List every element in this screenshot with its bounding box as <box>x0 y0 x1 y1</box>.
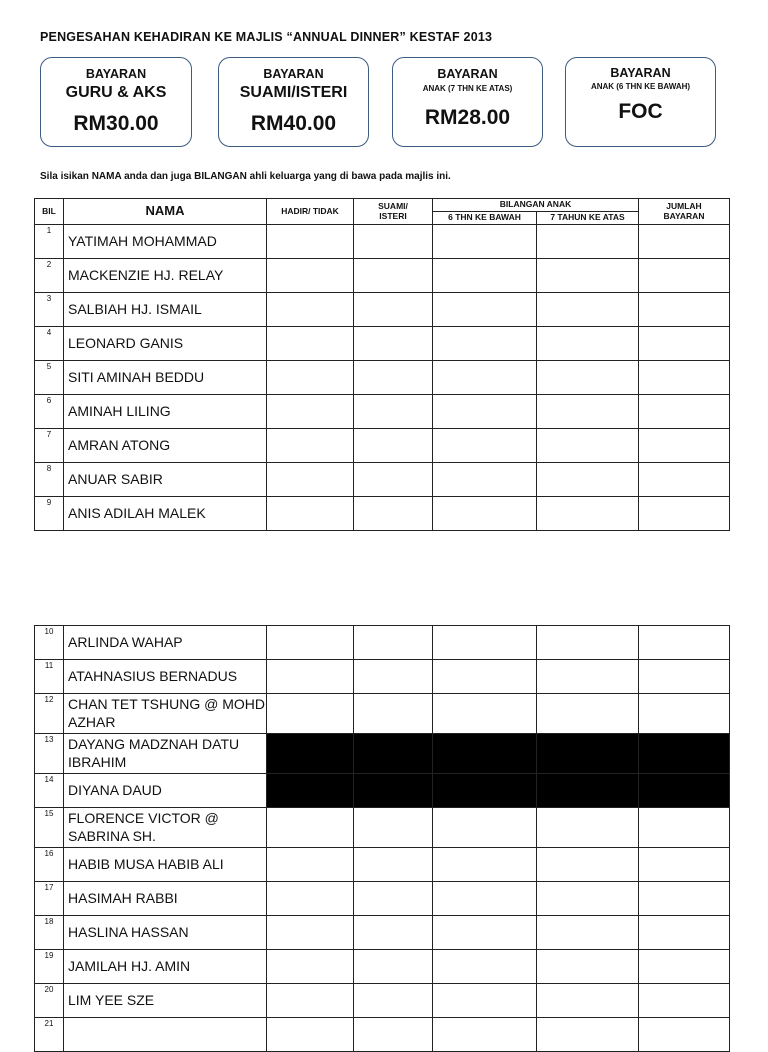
table-row <box>35 626 730 660</box>
jumlah-cell[interactable] <box>639 660 730 694</box>
row-name: CHAN TET TSHUNG @ MOHD AZHAR <box>64 694 267 734</box>
fee-box-category: ANAK (6 THN KE BAWAH) <box>590 82 691 91</box>
hadir-cell[interactable] <box>267 463 354 497</box>
table-row <box>35 395 730 429</box>
anak-atas-cell[interactable] <box>537 293 639 327</box>
anak-bawah-cell[interactable] <box>433 497 537 531</box>
row-name <box>64 1018 267 1052</box>
row-number: 12 <box>35 694 64 734</box>
table-row <box>35 429 730 463</box>
anak-atas-cell[interactable] <box>537 808 639 848</box>
jumlah-cell[interactable] <box>639 225 730 259</box>
table-row <box>35 916 730 950</box>
jumlah-cell[interactable] <box>639 774 730 808</box>
row-name: ARLINDA WAHAP <box>64 626 267 660</box>
table-row <box>35 694 730 734</box>
row-number: 8 <box>35 463 64 497</box>
anak-atas-cell[interactable] <box>537 734 639 774</box>
row-number: 10 <box>35 626 64 660</box>
anak-atas-cell[interactable] <box>537 774 639 808</box>
anak-atas-cell[interactable] <box>537 497 639 531</box>
suami-isteri-cell[interactable] <box>354 774 433 808</box>
anak-bawah-cell[interactable] <box>433 694 537 734</box>
fee-box-category: ANAK (7 THN KE ATAS) <box>422 84 513 93</box>
attendance-table-2 <box>34 625 730 1052</box>
header-anak-atas: 7 TAHUN KE ATAS <box>537 212 639 225</box>
hadir-cell[interactable] <box>267 259 354 293</box>
fee-box-label: BAYARAN <box>437 67 498 81</box>
hadir-cell[interactable] <box>267 429 354 463</box>
suami-isteri-cell[interactable] <box>354 694 433 734</box>
suami-isteri-cell[interactable] <box>354 361 433 395</box>
row-number: 2 <box>35 259 64 293</box>
jumlah-cell[interactable] <box>639 497 730 531</box>
anak-bawah-cell[interactable] <box>433 848 537 882</box>
anak-atas-cell[interactable] <box>537 327 639 361</box>
hadir-cell[interactable] <box>267 774 354 808</box>
header-suami-isteri: SUAMI/ ISTERI <box>354 199 433 225</box>
table-row <box>35 660 730 694</box>
fee-box-category: GURU & AKS <box>65 84 167 101</box>
table-row <box>35 497 730 531</box>
table-row <box>35 361 730 395</box>
anak-bawah-cell[interactable] <box>433 808 537 848</box>
header-nama: NAMA <box>64 199 267 225</box>
hadir-cell[interactable] <box>267 882 354 916</box>
fee-box-amount: FOC <box>618 100 663 124</box>
suami-isteri-cell[interactable] <box>354 660 433 694</box>
suami-isteri-cell[interactable] <box>354 1018 433 1052</box>
hadir-cell[interactable] <box>267 916 354 950</box>
hadir-cell[interactable] <box>267 848 354 882</box>
anak-bawah-cell[interactable] <box>433 327 537 361</box>
table-row <box>35 1018 730 1052</box>
table-row <box>35 463 730 497</box>
row-number: 16 <box>35 848 64 882</box>
suami-isteri-cell[interactable] <box>354 497 433 531</box>
row-number: 15 <box>35 808 64 848</box>
suami-isteri-cell[interactable] <box>354 225 433 259</box>
row-number: 6 <box>35 395 64 429</box>
anak-atas-cell[interactable] <box>537 694 639 734</box>
row-number: 5 <box>35 361 64 395</box>
jumlah-cell[interactable] <box>639 259 730 293</box>
jumlah-cell[interactable] <box>639 984 730 1018</box>
table-row <box>35 259 730 293</box>
anak-atas-cell[interactable] <box>537 259 639 293</box>
fee-box-anak-bawah <box>565 57 716 147</box>
anak-atas-cell[interactable] <box>537 916 639 950</box>
suami-isteri-cell[interactable] <box>354 259 433 293</box>
anak-atas-cell[interactable] <box>537 429 639 463</box>
table-row <box>35 950 730 984</box>
anak-atas-cell[interactable] <box>537 395 639 429</box>
jumlah-cell[interactable] <box>639 882 730 916</box>
suami-isteri-cell[interactable] <box>354 463 433 497</box>
fee-box-label: BAYARAN <box>610 66 671 80</box>
header-bilangan-anak: BILANGAN ANAK <box>433 199 639 212</box>
table-row <box>35 293 730 327</box>
anak-bawah-cell[interactable] <box>433 916 537 950</box>
row-name: FLORENCE VICTOR @ SABRINA SH. <box>64 808 267 848</box>
row-number: 11 <box>35 660 64 694</box>
fee-box-label: BAYARAN <box>263 67 324 81</box>
row-number: 20 <box>35 984 64 1018</box>
anak-atas-cell[interactable] <box>537 1018 639 1052</box>
suami-isteri-cell[interactable] <box>354 293 433 327</box>
row-name: HASIMAH RABBI <box>64 882 267 916</box>
instruction-text: Sila isikan NAMA anda dan juga BILANGAN ahli keluarga yang di bawa pada majlis ini. <box>40 171 451 182</box>
row-number: 21 <box>35 1018 64 1052</box>
row-name: DIYANA DAUD <box>64 774 267 808</box>
row-name: YATIMAH MOHAMMAD <box>64 225 267 259</box>
jumlah-cell[interactable] <box>639 950 730 984</box>
attendance-table-1 <box>34 198 730 531</box>
anak-atas-cell[interactable] <box>537 984 639 1018</box>
header-hadir: HADIR/ TIDAK <box>267 199 354 225</box>
row-number: 1 <box>35 225 64 259</box>
suami-isteri-cell[interactable] <box>354 626 433 660</box>
hadir-cell[interactable] <box>267 984 354 1018</box>
row-number: 9 <box>35 497 64 531</box>
jumlah-cell[interactable] <box>639 694 730 734</box>
jumlah-cell[interactable] <box>639 626 730 660</box>
anak-bawah-cell[interactable] <box>433 882 537 916</box>
anak-bawah-cell[interactable] <box>433 395 537 429</box>
anak-bawah-cell[interactable] <box>433 293 537 327</box>
fee-box-amount: RM30.00 <box>73 112 159 135</box>
hadir-cell[interactable] <box>267 694 354 734</box>
row-name: MACKENZIE HJ. RELAY <box>64 259 267 293</box>
anak-atas-cell[interactable] <box>537 225 639 259</box>
fee-box-guru <box>40 57 192 147</box>
anak-bawah-cell[interactable] <box>433 950 537 984</box>
jumlah-cell[interactable] <box>639 429 730 463</box>
header-anak-bawah: 6 THN KE BAWAH <box>433 212 537 225</box>
anak-atas-cell[interactable] <box>537 463 639 497</box>
table-row <box>35 984 730 1018</box>
row-name: HASLINA HASSAN <box>64 916 267 950</box>
hadir-cell[interactable] <box>267 497 354 531</box>
suami-isteri-cell[interactable] <box>354 950 433 984</box>
table-row <box>35 808 730 848</box>
hadir-cell[interactable] <box>267 626 354 660</box>
anak-bawah-cell[interactable] <box>433 774 537 808</box>
anak-bawah-cell[interactable] <box>433 225 537 259</box>
table-row <box>35 882 730 916</box>
hadir-cell[interactable] <box>267 808 354 848</box>
anak-atas-cell[interactable] <box>537 882 639 916</box>
fee-box-label: BAYARAN <box>85 67 147 81</box>
hadir-cell[interactable] <box>267 1018 354 1052</box>
anak-atas-cell[interactable] <box>537 660 639 694</box>
anak-bawah-cell[interactable] <box>433 984 537 1018</box>
hadir-cell[interactable] <box>267 734 354 774</box>
row-number: 14 <box>35 774 64 808</box>
anak-bawah-cell[interactable] <box>433 626 537 660</box>
table-row <box>35 225 730 259</box>
fee-box-suami-isteri <box>218 57 369 147</box>
anak-bawah-cell[interactable] <box>433 734 537 774</box>
row-name: SALBIAH HJ. ISMAIL <box>64 293 267 327</box>
row-name: HABIB MUSA HABIB ALI <box>64 848 267 882</box>
suami-isteri-cell[interactable] <box>354 327 433 361</box>
row-name: DAYANG MADZNAH DATU IBRAHIM <box>64 734 267 774</box>
jumlah-cell[interactable] <box>639 463 730 497</box>
anak-bawah-cell[interactable] <box>433 259 537 293</box>
suami-isteri-cell[interactable] <box>354 848 433 882</box>
fee-box-category: SUAMI/ISTERI <box>239 84 348 101</box>
anak-bawah-cell[interactable] <box>433 660 537 694</box>
row-number: 7 <box>35 429 64 463</box>
row-number: 13 <box>35 734 64 774</box>
anak-atas-cell[interactable] <box>537 848 639 882</box>
row-name: AMRAN ATONG <box>64 429 267 463</box>
suami-isteri-cell[interactable] <box>354 984 433 1018</box>
hadir-cell[interactable] <box>267 225 354 259</box>
row-name: JAMILAH HJ. AMIN <box>64 950 267 984</box>
row-number: 3 <box>35 293 64 327</box>
jumlah-cell[interactable] <box>639 395 730 429</box>
jumlah-cell[interactable] <box>639 361 730 395</box>
anak-bawah-cell[interactable] <box>433 361 537 395</box>
table-row <box>35 734 730 774</box>
jumlah-cell[interactable] <box>639 808 730 848</box>
table-row <box>35 848 730 882</box>
suami-isteri-cell[interactable] <box>354 808 433 848</box>
suami-isteri-cell[interactable] <box>354 734 433 774</box>
row-name: LIM YEE SZE <box>64 984 267 1018</box>
anak-bawah-cell[interactable] <box>433 463 537 497</box>
row-name: ANIS ADILAH MALEK <box>64 497 267 531</box>
hadir-cell[interactable] <box>267 327 354 361</box>
row-name: ANUAR SABIR <box>64 463 267 497</box>
row-name: ATAHNASIUS BERNADUS <box>64 660 267 694</box>
hadir-cell[interactable] <box>267 950 354 984</box>
jumlah-cell[interactable] <box>639 848 730 882</box>
row-name: LEONARD GANIS <box>64 327 267 361</box>
row-number: 18 <box>35 916 64 950</box>
row-name: AMINAH LILING <box>64 395 267 429</box>
hadir-cell[interactable] <box>267 395 354 429</box>
header-bil: BIL <box>35 199 64 225</box>
form-title: PENGESAHAN KEHADIRAN KE MAJLIS “ANNUAL DINNER” KESTAF 2013 <box>40 30 493 44</box>
row-number: 4 <box>35 327 64 361</box>
table-row <box>35 774 730 808</box>
suami-isteri-cell[interactable] <box>354 916 433 950</box>
row-name: SITI AMINAH BEDDU <box>64 361 267 395</box>
suami-isteri-cell[interactable] <box>354 429 433 463</box>
row-number: 19 <box>35 950 64 984</box>
jumlah-cell[interactable] <box>639 916 730 950</box>
hadir-cell[interactable] <box>267 660 354 694</box>
fee-box-amount: RM40.00 <box>250 112 337 135</box>
row-number: 17 <box>35 882 64 916</box>
fee-box-anak-atas <box>392 57 543 147</box>
anak-atas-cell[interactable] <box>537 361 639 395</box>
anak-atas-cell[interactable] <box>537 626 639 660</box>
header-jumlah: JUMLAH BAYARAN <box>639 199 730 225</box>
suami-isteri-cell[interactable] <box>354 395 433 429</box>
anak-bawah-cell[interactable] <box>433 429 537 463</box>
jumlah-cell[interactable] <box>639 327 730 361</box>
suami-isteri-cell[interactable] <box>354 882 433 916</box>
jumlah-cell[interactable] <box>639 1018 730 1052</box>
table-row <box>35 327 730 361</box>
anak-atas-cell[interactable] <box>537 950 639 984</box>
hadir-cell[interactable] <box>267 293 354 327</box>
fee-box-amount: RM28.00 <box>424 106 511 130</box>
hadir-cell[interactable] <box>267 361 354 395</box>
anak-bawah-cell[interactable] <box>433 1018 537 1052</box>
jumlah-cell[interactable] <box>639 293 730 327</box>
jumlah-cell[interactable] <box>639 734 730 774</box>
